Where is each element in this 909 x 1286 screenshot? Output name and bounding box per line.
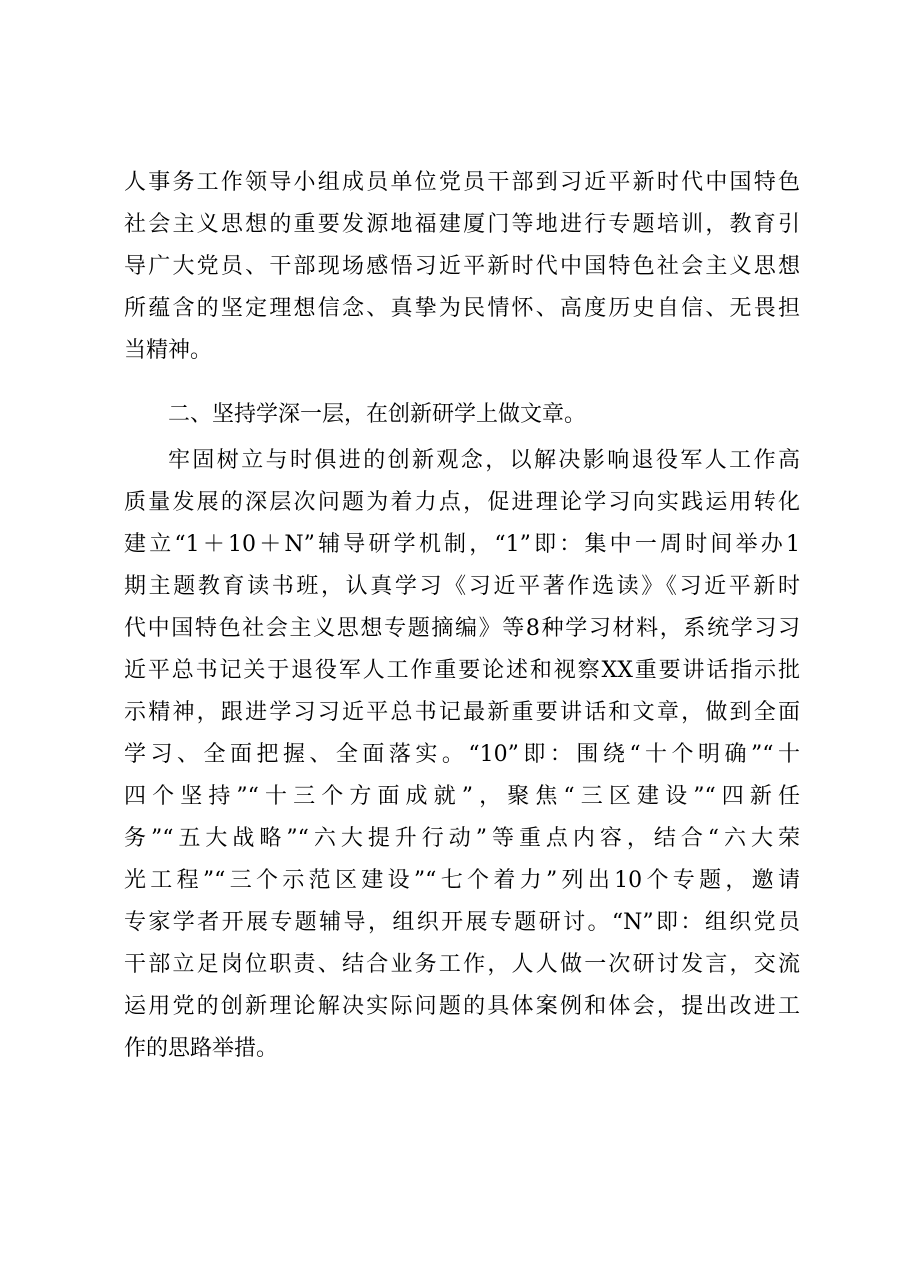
paragraph-line: 代中国特色社会主义思想专题摘编》等8种学习材料，系统学习习: [124, 616, 800, 641]
paragraph-line: 所蕴含的坚定理想信念、真挚为民情怀、高度历史自信、无畏担: [124, 296, 800, 321]
paragraph-line: 光工程”“三个示范区建设”“七个着力”列出10个专题，邀请: [124, 868, 800, 893]
paragraph-line: 近平总书记关于退役军人工作重要论述和视察XX重要讲话指示批: [124, 658, 800, 683]
paragraph-line: 务”“五大战略”“六大提升行动”等重点内容，结合“六大荣: [124, 826, 800, 851]
paragraph-line: 当精神。: [124, 338, 213, 363]
paragraph-line: 导广大党员、干部现场感悟习近平新时代中国特色社会主义思想: [124, 254, 800, 279]
paragraph-line: 学习、全面把握、全面落实。“10”即：围绕“十个明确”“十: [124, 742, 800, 767]
paragraph-line: 运用党的创新理论解决实际问题的具体案例和体会，提出改进工: [124, 994, 800, 1019]
paragraph-line: 干部立足岗位职责、结合业务工作，人人做一次研讨发言，交流: [124, 952, 800, 977]
section-heading: [124, 394, 800, 436]
paragraph-line: 期主题教育读书班，认真学习《习近平著作选读》《习近平新时: [124, 574, 800, 599]
paragraph-line: 社会主义思想的重要发源地福建厦门等地进行专题培训，教育引: [124, 212, 800, 237]
paragraph-line: 牢固树立与时俱进的创新观念，以解决影响退役军人工作高: [168, 448, 800, 473]
paragraph-line: 示精神，跟进学习习近平总书记最新重要讲话和文章，做到全面: [124, 700, 800, 725]
paragraph-line: 人事务工作领导小组成员单位党员干部到习近平新时代中国特色: [124, 170, 800, 195]
section-heading-text: 二、坚持学深一层，在创新研学上做文章。: [168, 402, 587, 427]
paragraph-research-mechanism: [124, 440, 800, 1070]
paragraph-line: 作的思路举措。: [124, 1036, 279, 1061]
paragraph-line: 专家学者开展专题辅导，组织开展专题研讨。“N”即：组织党员: [124, 910, 800, 935]
paragraph-line: 建立“1＋10＋N”辅导研学机制，“1”即：集中一周时间举办1: [124, 532, 800, 557]
paragraph-training: [124, 162, 800, 372]
paragraph-line: 四个坚持”“十三个方面成就”，聚焦“三区建设”“四新任: [124, 784, 800, 809]
paragraph-line: 质量发展的深层次问题为着力点，促进理论学习向实践运用转化: [124, 490, 800, 515]
